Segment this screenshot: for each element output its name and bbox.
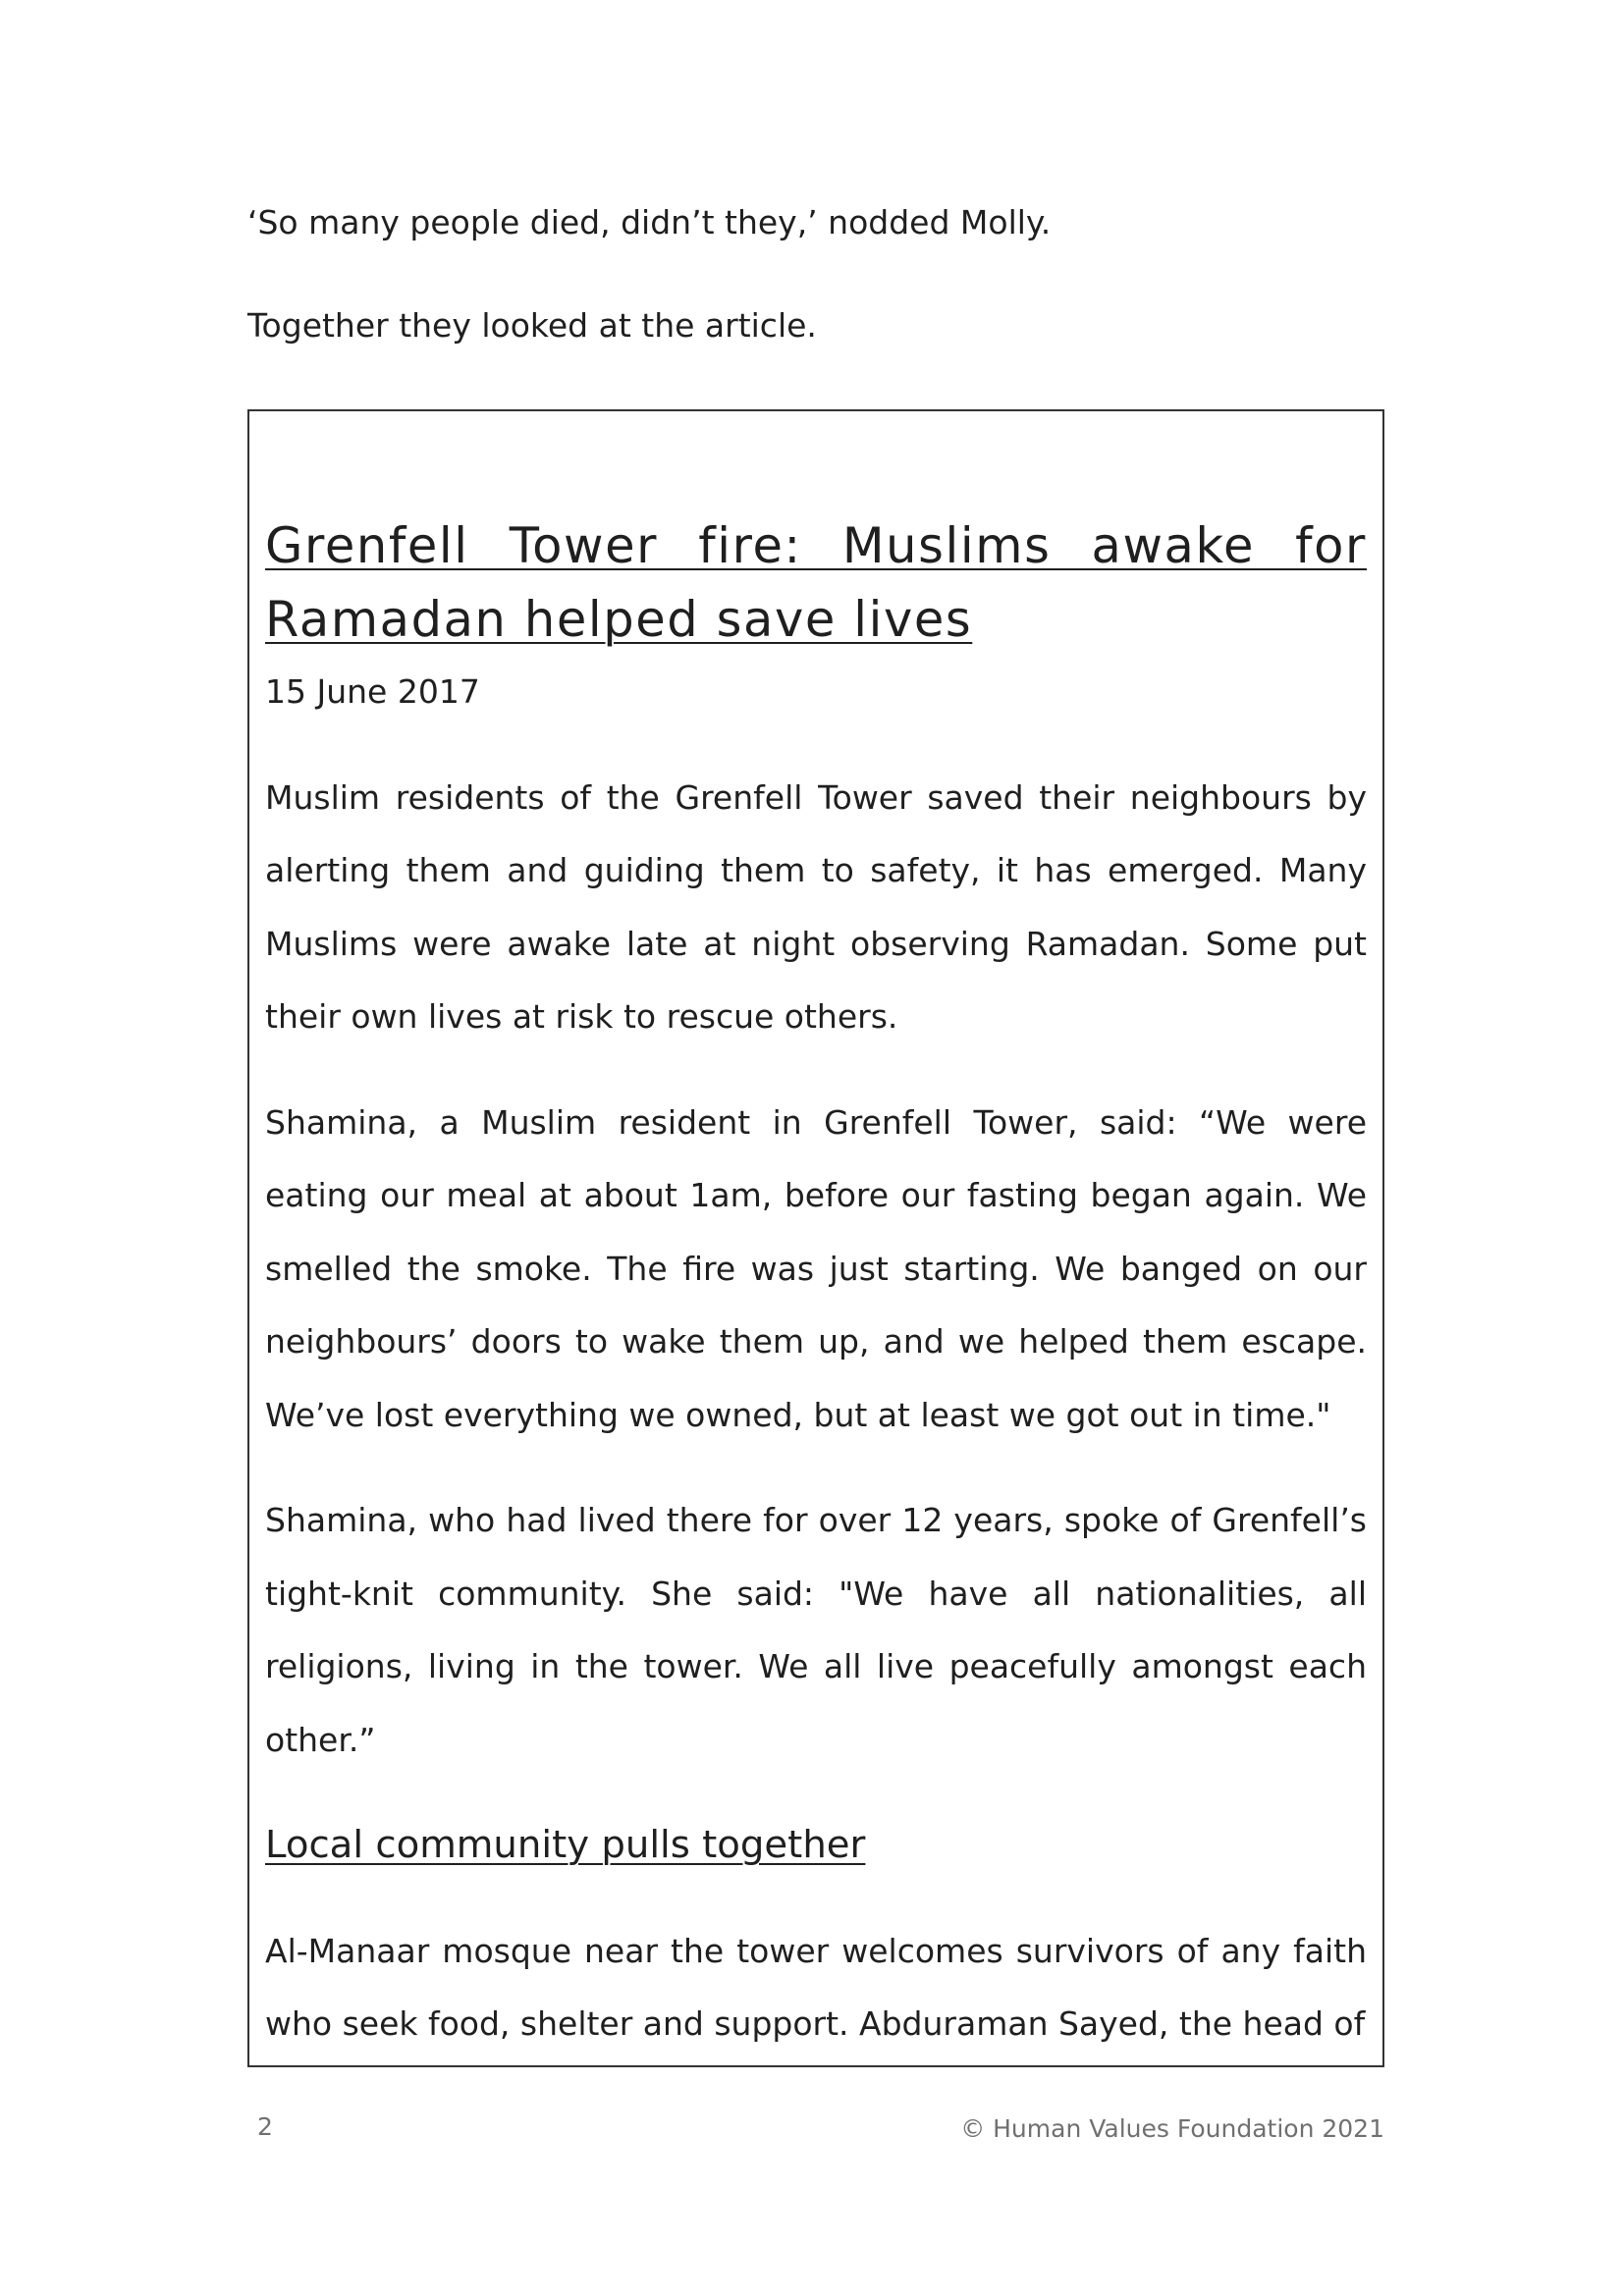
page-number: 2: [257, 2112, 273, 2141]
intro-line-article: Together they looked at the article.: [247, 306, 817, 345]
article-paragraph: Al-Manaar mosque near the tower welcomes survivors of any faith who seek food, shelter and support. Abduraman Sayed, the head of: [265, 1931, 1367, 2043]
intro-line-molly: ‘So many people died, didn’t they,’ nodded Molly.: [247, 203, 1052, 241]
article-headline: Grenfell Tower fire: Muslims awake for Ramadan helped save lives: [265, 517, 1367, 648]
article-subheading: Local community pulls together: [265, 1823, 866, 1867]
copyright-notice: © Human Values Foundation 2021: [960, 2114, 1384, 2143]
article-date: 15 June 2017: [265, 672, 480, 711]
news-article-box: [247, 409, 1384, 2067]
article-paragraph: Muslim residents of the Grenfell Tower saved their neighbours by alerting them and guiding them to safety, it has emerged. Many Muslims were awake late at night observing Ramadan. Some put their own lives at risk to rescue others.: [265, 777, 1367, 1036]
article-paragraph: Shamina, a Muslim resident in Grenfell Tower, said: “We were eating our meal at about 1am, before our fasting began again. We smelled the smoke. The fire was just starting. We banged on our neighbours’ doors to wake them up, and we helped them escape. We’ve lost everything we owned, but at least we got out in time.": [265, 1102, 1367, 1434]
article-paragraph: Shamina, who had lived there for over 12 years, spoke of Grenfell’s tight-knit community. She said: "We have all nationalities, all religions, living in the tower. We all live peacefully amongst each other.”: [265, 1501, 1367, 1759]
news-article-content: [265, 509, 1367, 2061]
